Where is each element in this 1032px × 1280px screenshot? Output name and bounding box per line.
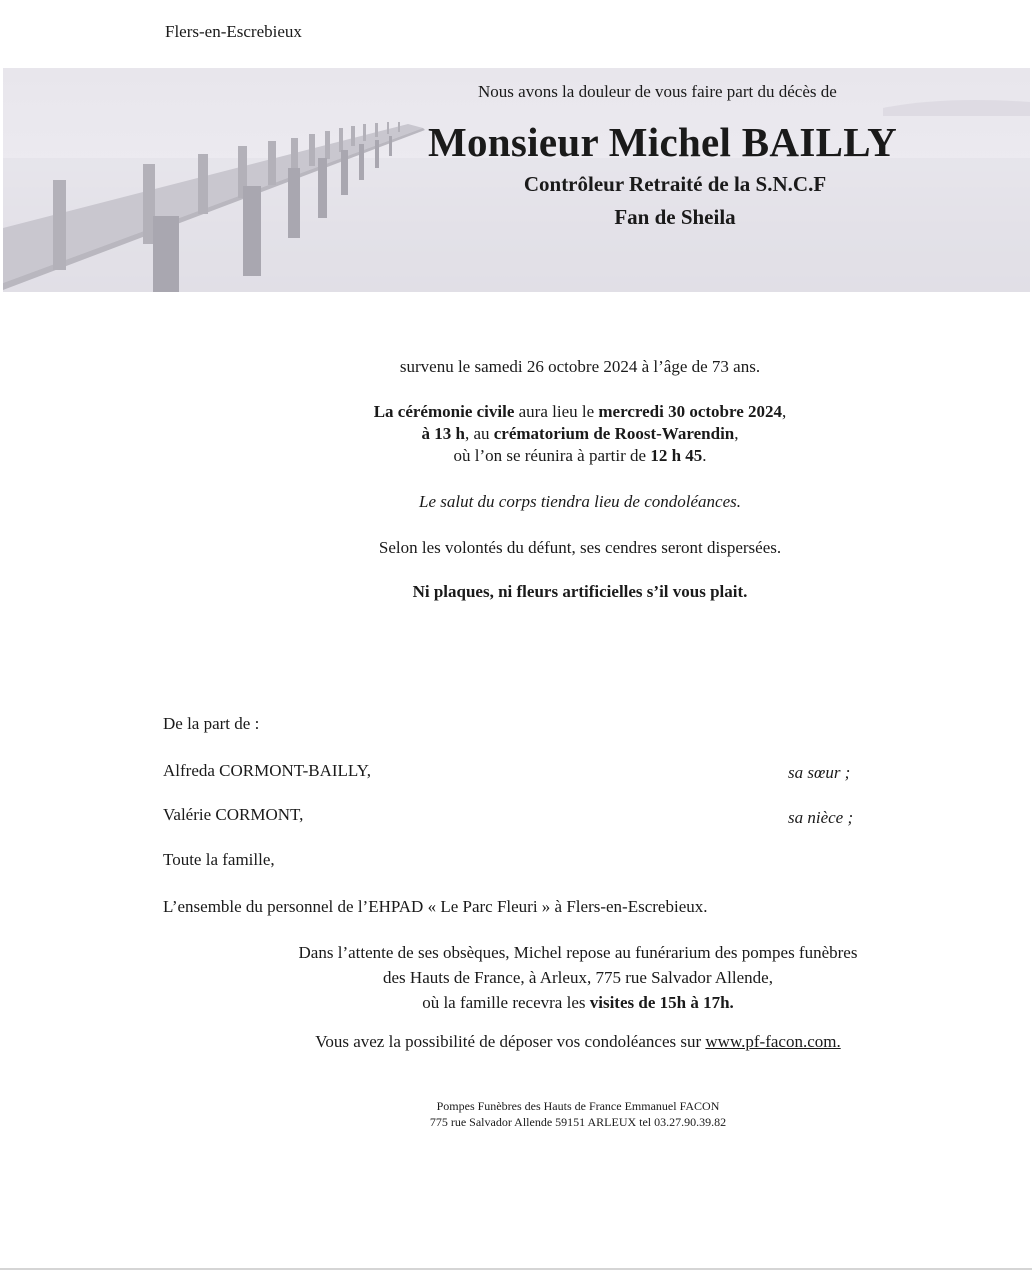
whole-family: Toute la famille, [163, 850, 275, 869]
ceremony-line-2 [230, 423, 930, 445]
ceremony-date: mercredi 30 octobre 2024 [598, 402, 783, 421]
funeral-home-line-3 [160, 990, 996, 1015]
intro-line: Nous avons la douleur de vous faire part du décès de [478, 82, 837, 101]
gathering-text: où l’on se réunira à partir de [453, 446, 651, 465]
funeral-home-line-1: Dans l’attente de ses obsèques, Michel repose au funérarium des pompes funèbres [298, 943, 858, 962]
online-condolences [160, 1032, 996, 1052]
funeral-home-line-2: des Hauts de France, à Arleux, 775 rue Salvador Allende, [383, 968, 773, 987]
town-header: Flers-en-Escrebieux [165, 22, 302, 41]
gathering-punct: . [702, 446, 707, 465]
ceremony-at: , au [464, 424, 494, 443]
condolences-link[interactable]: www.pf-facon.com. [705, 1032, 841, 1051]
visits-hours: visites de 15h à 17h. [589, 993, 734, 1012]
deceased-name: Monsieur Michel BAILLY [428, 119, 898, 165]
ceremony-details [230, 401, 930, 467]
ceremony-location: crématorium de Roost-Warendin [493, 424, 735, 443]
family-intro: De la part de : [163, 714, 260, 733]
funeral-home-info [160, 940, 996, 1015]
family-member-name: Valérie CORMONT, [163, 805, 304, 824]
ceremony-text: aura lieu le [514, 402, 599, 421]
family-member-name: Alfreda CORMONT-BAILLY, [163, 761, 371, 780]
footer-company: Pompes Funèbres des Hauts de France Emmanuel FACON [436, 1099, 720, 1113]
ceremony-line-1 [230, 401, 930, 423]
ceremony-type: La cérémonie civile [373, 402, 515, 421]
bottom-divider [0, 1268, 1032, 1270]
ceremony-time: à 13 h [421, 424, 465, 443]
condolences-note: Le salut du corps tiendra lieu de condoléances. [418, 492, 741, 511]
ashes-note: Selon les volontés du défunt, ses cendres seront dispersées. [378, 538, 782, 557]
family-member-relation: sa sœur ; [788, 763, 851, 782]
ceremony-line-3 [230, 445, 930, 467]
death-date-line: survenu le samedi 26 octobre 2024 à l’âge de 73 ans. [399, 357, 761, 376]
visits-text: où la famille recevra les [422, 993, 590, 1012]
ceremony-punct: , [782, 402, 787, 421]
online-condolences-text: Vous avez la possibilité de déposer vos condoléances sur [315, 1032, 706, 1051]
footer [330, 1098, 826, 1130]
staff-line: L’ensemble du personnel de l’EHPAD « Le Parc Fleuri » à Flers-en-Escrebieux. [163, 897, 708, 916]
ceremony-punct-2: , [734, 424, 739, 443]
family-member-relation: sa nièce ; [788, 808, 854, 827]
occupation: Contrôleur Retraité de la S.N.C.F [523, 172, 827, 196]
footer-address: 775 rue Salvador Allende 59151 ARLEUX tel 03.27.90.39.82 [429, 1115, 727, 1129]
flowers-note: Ni plaques, ni fleurs artificielles s’il vous plait. [412, 582, 748, 601]
tagline: Fan de Sheila [614, 205, 736, 229]
gathering-time: 12 h 45 [650, 446, 703, 465]
